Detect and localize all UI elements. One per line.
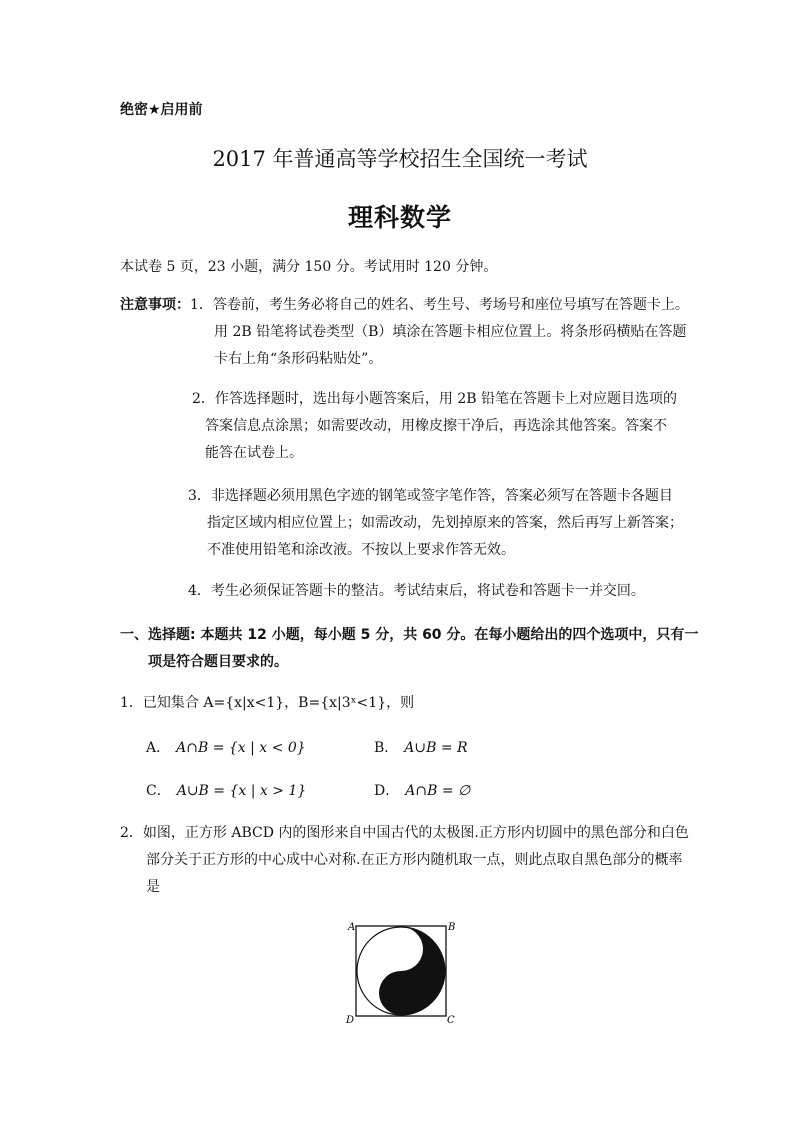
notice-item-2-number: 2． — [192, 391, 215, 407]
notice-item-1-line-2: 用 2B 铅笔将试卷类型（B）填涂在答题卡相应位置上。将条形码横贴在答题 — [214, 324, 687, 340]
notice-item-2-line-2: 答案信息点涂黑；如需要改动，用橡皮擦干净后，再选涂其他答案。答案不 — [205, 418, 667, 434]
notice-item-2-line-3: 能答在试卷上。 — [205, 445, 303, 461]
intro-text: 本试卷 5 页，23 小题，满分 150 分。考试用时 120 分钟。 — [120, 259, 498, 275]
notice-item-1-line-3: 卡右上角“条形码粘贴处”。 — [214, 351, 383, 367]
question-1-option-d: D． A∩B = ∅ — [374, 783, 471, 799]
vertex-label-c: C — [447, 1015, 455, 1025]
notice-item-4-number: 4． — [188, 583, 211, 599]
taiji-figure — [340, 915, 460, 1025]
notice-item-1-number: 1． — [190, 297, 213, 313]
section-1-heading-line-2: 项是符合题目要求的。 — [148, 654, 288, 670]
question-2-number: 2． — [120, 825, 143, 841]
notice-label: 注意事项： — [120, 297, 190, 313]
notice-item-3-line-1: 3．非选择题必须用黑色字迹的钢笔或签字笔作答，答案必须写在答题卡各题目 — [188, 488, 673, 504]
confidential-label: 绝密★启用前 — [120, 102, 203, 118]
notice-item-4-line-1: 4．考生必须保证答题卡的整洁。考试结束后，将试卷和答题卡一并交回。 — [188, 583, 645, 599]
subject-title: 理科数学 — [347, 203, 452, 232]
question-1-number: 1． — [120, 695, 143, 711]
question-1-stem: 1．已知集合 A={x|x<1}，B={x|3ˣ<1}，则 — [120, 695, 415, 711]
vertex-label-d: D — [346, 1015, 355, 1025]
question-1-option-c: C． A∪B = {x | x > 1} — [146, 783, 307, 799]
black-dot — [396, 988, 406, 998]
white-dot — [396, 944, 406, 954]
notice-item-2-line-1: 2．作答选择题时，选出每小题答案后，用 2B 铅笔在答题卡上对应题目选项的 — [192, 391, 678, 407]
question-1-option-a: A． A∩B = {x | x < 0} — [146, 740, 306, 756]
notice-item-3-line-2: 指定区域内相应位置上；如需改动，先划掉原来的答案，然后再写上新答案； — [207, 515, 683, 531]
exam-title: 2017 年普通高等学校招生全国统一考试 — [212, 147, 588, 171]
question-2-line-1: 2．如图，正方形 ABCD 内的图形来自中国古代的太极图.正方形内切圆中的黑色部分和白色 — [120, 825, 689, 841]
notice-item-1-line-1: 注意事项：1．答卷前，考生务必将自己的姓名、考生号、考场号和座位号填写在答题卡上。 — [120, 297, 689, 313]
notice-item-3-number: 3． — [188, 488, 211, 504]
question-2-line-2: 部分关于正方形的中心成中心对称.在正方形内随机取一点，则此点取自黑色部分的概率 — [146, 852, 683, 868]
section-1-heading-line-1: 一、选择题: 本题共 12 小题，每小题 5 分，共 60 分。在每小题给出的四个选项中，只有一 — [120, 627, 699, 643]
vertex-label-b: B — [448, 922, 456, 933]
question-1-option-b: B． A∪B = R — [374, 740, 468, 756]
vertex-label-a: A — [348, 922, 356, 933]
question-2-line-3: 是 — [146, 879, 160, 895]
notice-item-3-line-3: 不准使用铅笔和涂改液。不按以上要求作答无效。 — [207, 542, 515, 558]
